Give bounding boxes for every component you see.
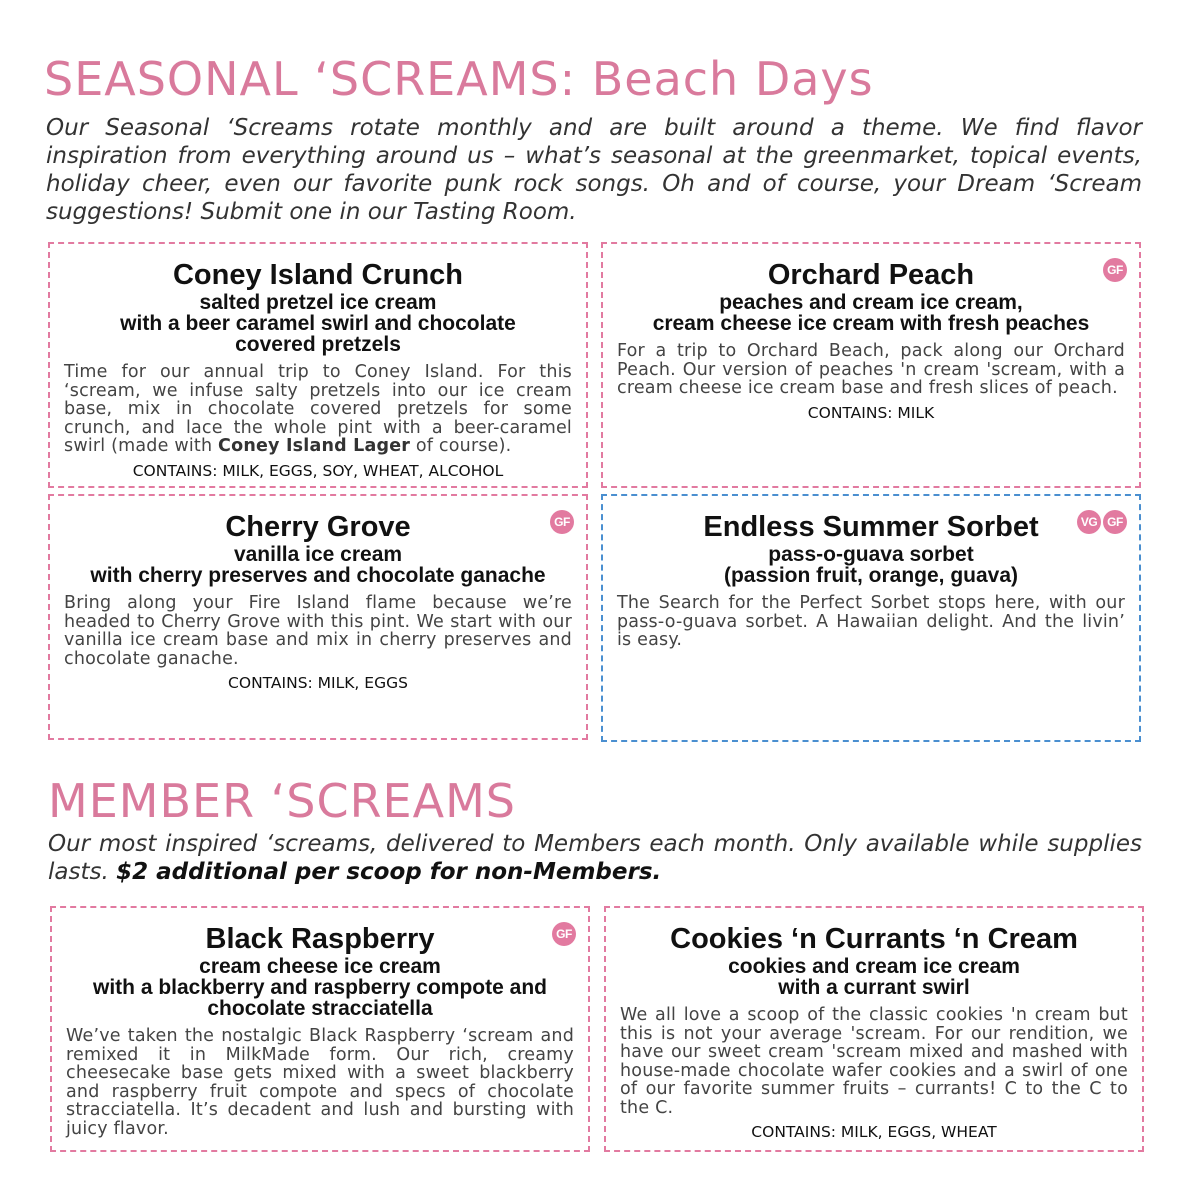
description-highlight: Coney Island Lager [218, 436, 411, 456]
diet-badges [552, 922, 576, 946]
flavor-subtitle-line: pass-o-guava sorbet [768, 543, 974, 566]
flavor-subtitle-line: with a blackberry and raspberry compote and [93, 976, 547, 999]
allergen-contains: CONTAINS: MILK, EGGS [228, 674, 408, 692]
flavor-subtitle-line: with a beer caramel swirl and chocolate [120, 312, 516, 335]
gluten-free-icon: GF [1103, 258, 1127, 282]
flavor-subtitle-line: with cherry preserves and chocolate ganache [90, 564, 546, 587]
flavor-subtitle-line: covered pretzels [235, 333, 401, 356]
member-intro-price-note: $2 additional per scoop for non-Members. [116, 859, 662, 885]
flavor-subtitle-line: cream cheese ice cream [199, 955, 441, 978]
flavor-subtitle-line: (passion fruit, orange, guava) [723, 564, 1019, 587]
flavor-description: Bring along your Fire Island flame because we’re headed to Cherry Grove with this pint. We start with our vanilla ice cream base and mix in cherry preserves and chocolate ganache. [64, 593, 572, 669]
description-text: Time for our annual trip to Coney Island. For this ‘scream, we infuse salty pretzels into our ice cream base, mix in chocolate covered pretzels for some crunch, and lace the whole pint with a beer-caramel swirl (made with [64, 362, 572, 456]
flavor-subtitle-line: cream cheese ice cream with fresh peaches [652, 312, 1090, 335]
vegan-icon: VG [1077, 510, 1101, 534]
flavor-description [64, 363, 572, 456]
flavor-subtitle-line: cookies and cream ice cream [728, 955, 1020, 978]
member-title: MEMBER ‘SCREAMS [48, 774, 516, 828]
member-intro-text: Our most inspired ‘screams, delivered to Members each month. Only available while supplies lasts. [48, 831, 1142, 885]
description-text: of course). [410, 436, 512, 456]
allergen-contains: CONTAINS: MILK [807, 403, 935, 422]
flavor-description: The Search for the Perfect Sorbet stops here, with our pass-o-guava sorbet. A Hawaiian delight. And the livin’ is easy. [617, 593, 1125, 650]
flavor-subtitle-line: peaches and cream ice cream, [719, 291, 1023, 314]
flavor-description: For a trip to Orchard Beach, pack along our Orchard Peach. Our version of peaches 'n cream 'scream, with a cream cheese ice cream base and fresh slices of peach. [617, 341, 1125, 398]
gluten-free-icon: GF [550, 510, 574, 534]
seasonal-intro: Our Seasonal ‘Screams rotate monthly and are built around a theme. We find flavor inspiration from everything around us – what’s seasonal at the greenmarket, topical events, holiday cheer, even our favorite punk rock songs. Oh and of course, your Dream ‘Scream suggestions! Submit one in our Tasting Room. [46, 115, 1142, 225]
flavor-name: Coney Island Crunch [172, 259, 464, 291]
flavor-subtitle-line: salted pretzel ice cream [199, 291, 437, 314]
flavor-name: Endless Summer Sorbet [703, 511, 1039, 543]
flavor-description: We all love a scoop of the classic cookies 'n cream but this is not your average 'scream. For our rendition, we have our sweet cream 'scream mixed and mashed with house-made chocolate wafer cookies and a swirl of one of our favorite summer fruits – currants! C to the C to the C. [620, 1005, 1128, 1118]
allergen-contains: CONTAINS: MILK, EGGS, SOY, WHEAT, ALCOHOL [132, 461, 504, 480]
flavor-card-black-raspberry [50, 906, 590, 1152]
flavor-name: Orchard Peach [767, 259, 975, 291]
diet-badges [1077, 510, 1127, 534]
flavor-subtitle-line: chocolate stracciatella [207, 997, 433, 1020]
diet-badges [550, 510, 574, 534]
flavor-card-cherry-grove [48, 494, 588, 740]
gluten-free-icon: GF [552, 922, 576, 946]
flavor-card-cookies-n-currants-n-cream [604, 906, 1144, 1152]
flavor-name: Cherry Grove [225, 511, 411, 543]
flavor-name: Cookies ‘n Currants ‘n Cream [670, 923, 1078, 955]
flavor-name: Black Raspberry [205, 923, 435, 955]
member-intro [48, 830, 1142, 886]
flavor-card-orchard-peach [601, 242, 1141, 488]
flavor-description: We’ve taken the nostalgic Black Raspberry ‘scream and remixed it in MilkMade form. Our rich, creamy cheesecake base gets mixed with a sweet blackberry and raspberry fruit compote and specs of chocolate stracciatella. It’s decadent and lush and bursting with juicy flavor. [66, 1026, 574, 1139]
allergen-contains: CONTAINS: MILK, EGGS, WHEAT [751, 1123, 997, 1141]
gluten-free-icon: GF [1103, 510, 1127, 534]
flavor-subtitle-line: with a currant swirl [778, 976, 970, 999]
flavor-card-endless-summer-sorbet [601, 494, 1141, 742]
seasonal-title: SEASONAL ‘SCREAMS: Beach Days [44, 52, 874, 106]
diet-badges [1103, 258, 1127, 282]
flavor-card-coney-island-crunch [48, 242, 588, 488]
flavor-subtitle-line: vanilla ice cream [233, 543, 403, 566]
